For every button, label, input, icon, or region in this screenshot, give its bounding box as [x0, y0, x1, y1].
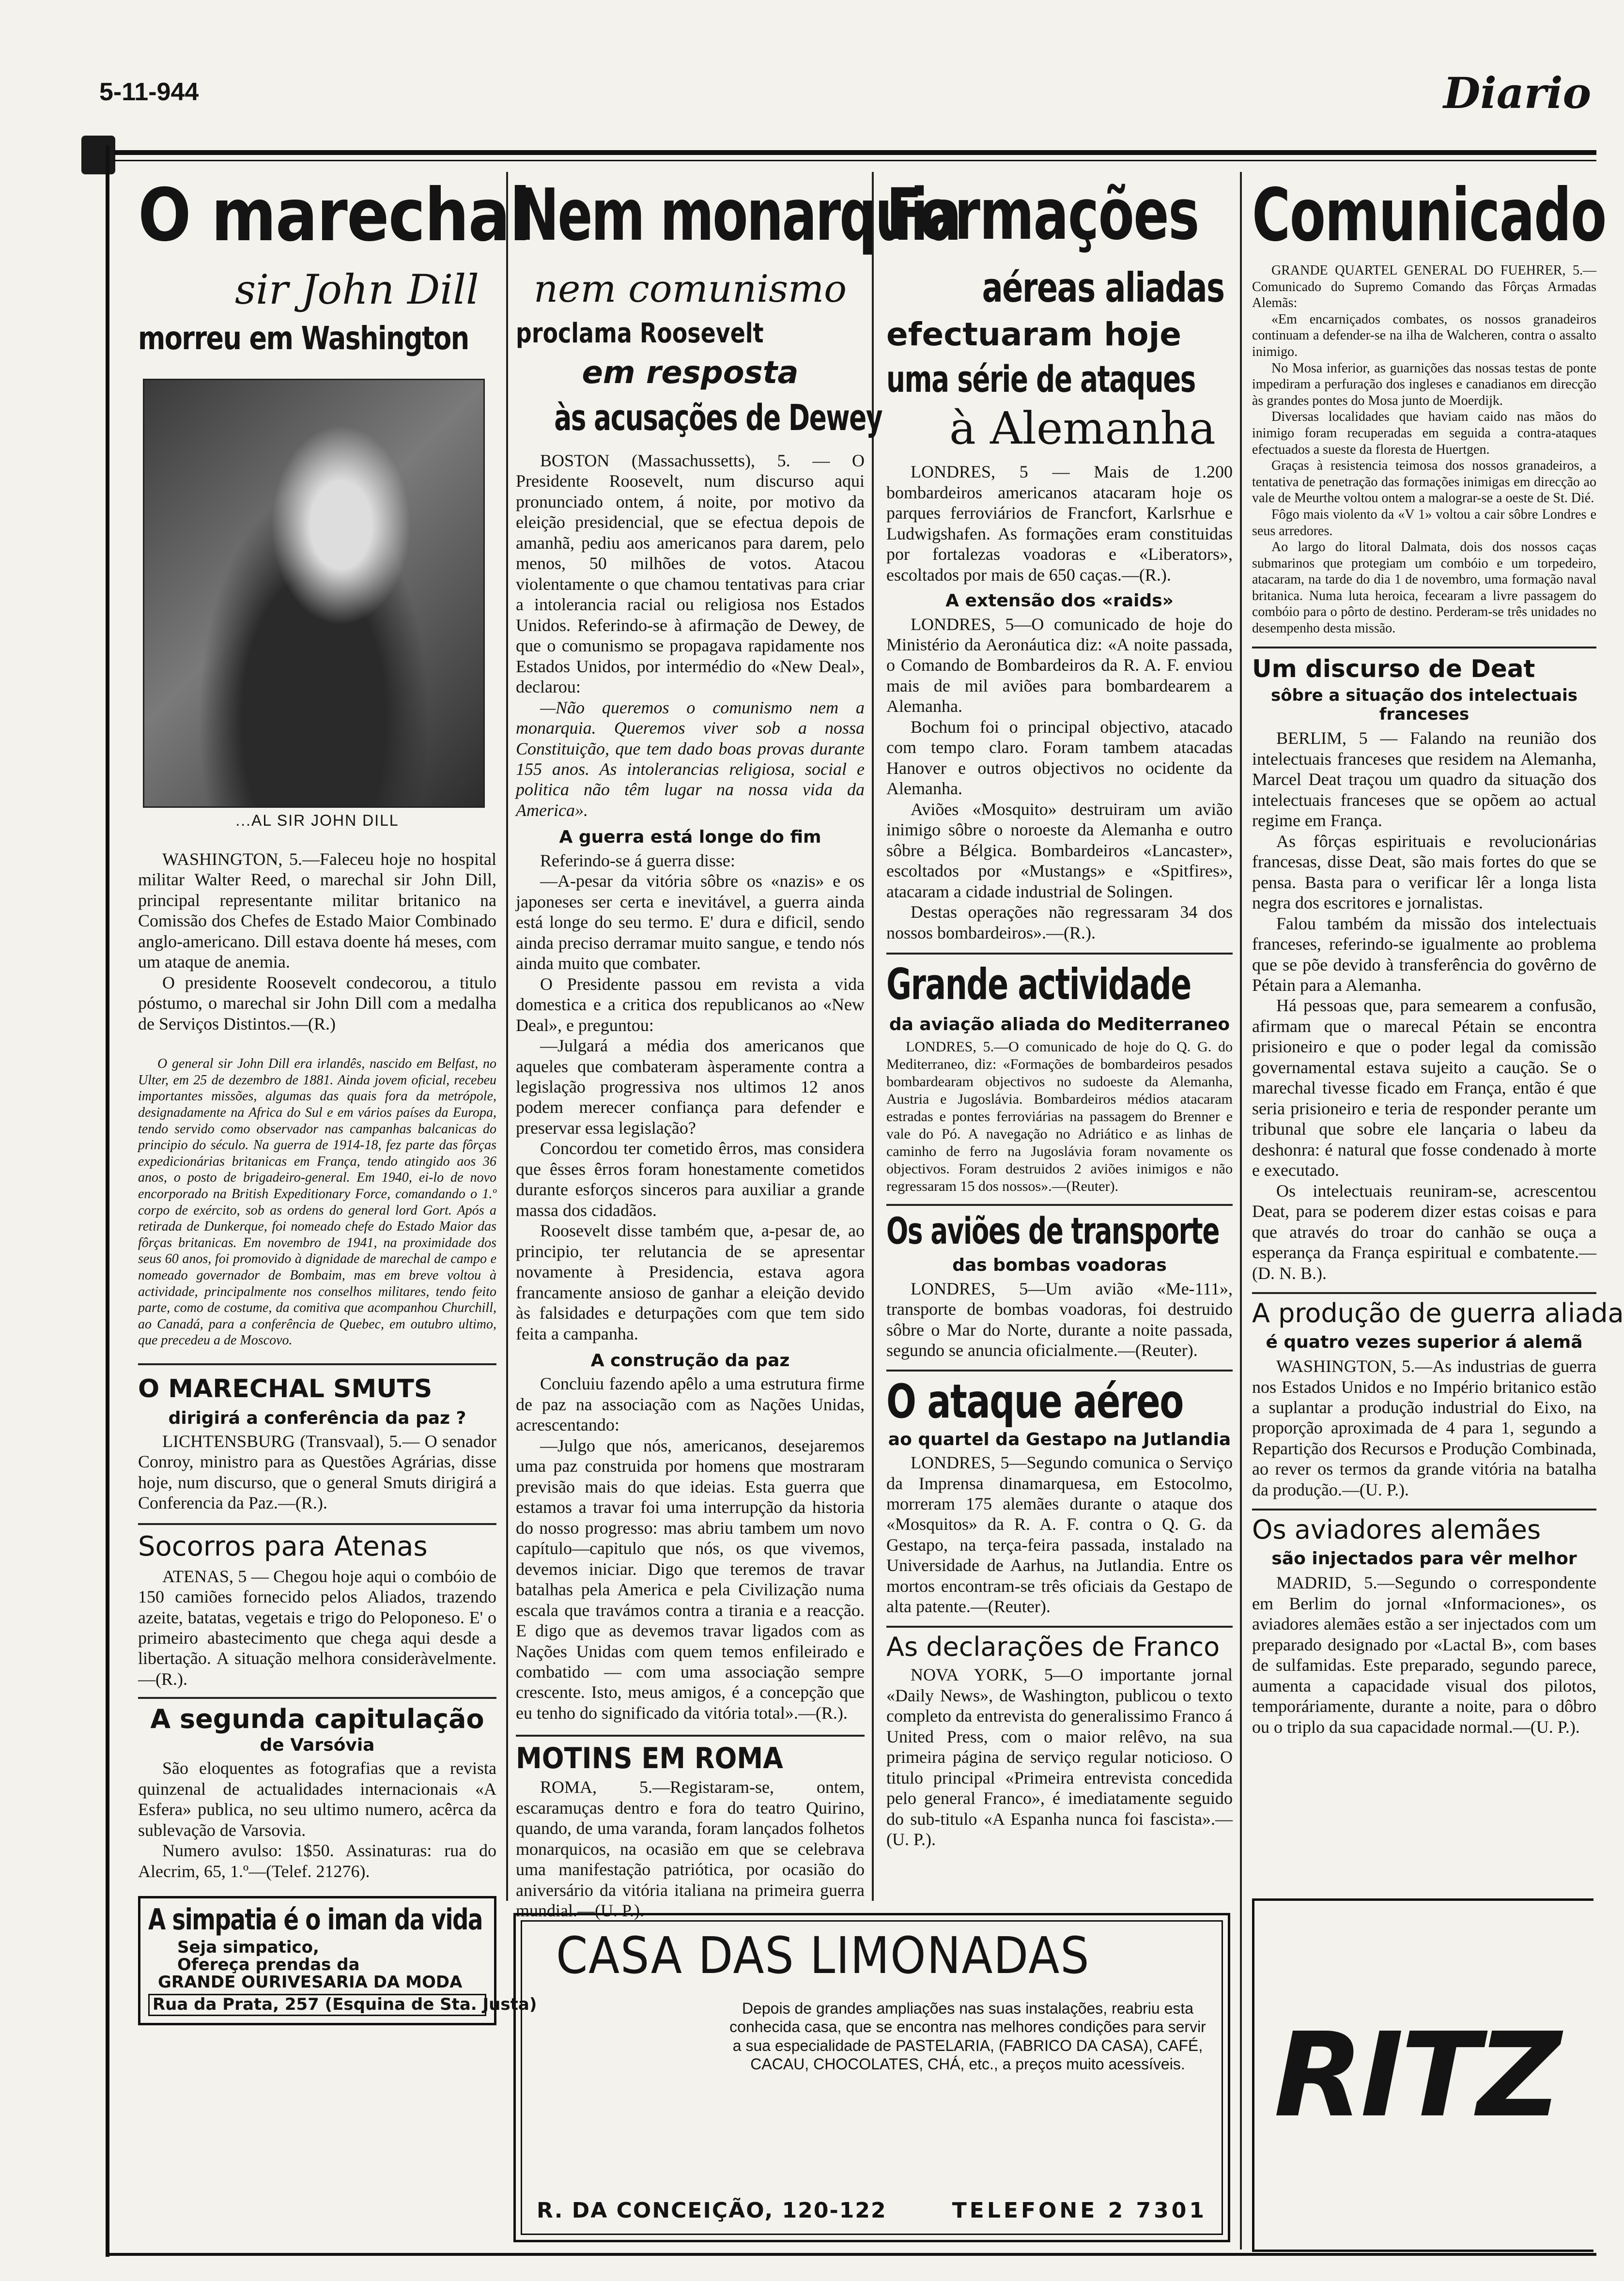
subhead-bombas: das bombas voadoras: [952, 1255, 1167, 1276]
subhead-smuts: dirigirá a conferência da paz ?: [168, 1408, 466, 1428]
ad-line: Ofereça prendas da: [177, 1955, 360, 1974]
paragraph: São eloquentes as fotografias que a revista quinzenal de actualidades internacionais «A Esfera» publica, no seu ultimo numero, acêrca da sublevação de Varsovia.: [138, 1758, 496, 1840]
article-gestapo: [886, 1452, 1233, 1617]
headline-nem-monarquia: Nem monarquia: [516, 173, 960, 257]
headline-franco: As declarações de Franco: [886, 1631, 1220, 1662]
article-smuts: [138, 1431, 496, 1513]
paragraph: BERLIM, 5 — Falando na reunião dos intelectuais franceses que residem na Alemanha, Marcel Deat traçou um quadro da situação dos intelectuais franceses que se opõem ao actual regime em França.: [1252, 728, 1596, 831]
photo-caption: ...AL SIR JOHN DILL: [235, 812, 399, 829]
divider: [1252, 1509, 1596, 1510]
divider: [1252, 647, 1596, 648]
paragraph: ROMA, 5.—Registaram-se, ontem, escaramuças dentro e fora do teatro Quirino, quando, de uma varanda, foram lançados folhetos monarquicos, na ocasião em que se celebrava uma manifestação patriótica, por ocasião do aniversário da vitória italiana na primeira guerra mundial.—(U. P.).: [516, 1777, 865, 1921]
subhead-mediterraneo: da aviação aliada do Mediterraneo: [889, 1015, 1230, 1034]
column-4: [1252, 173, 1624, 1884]
headline-smuts: O MARECHAL SMUTS: [138, 1374, 433, 1403]
article-roosevelt: [516, 450, 865, 820]
article-deat: [1252, 728, 1596, 1283]
ad-casa-title: CASA DAS LIMONADAS: [556, 1926, 1090, 1985]
paragraph: Falou também da missão dos intelectuais franceses, referindo-se igualmente ao problema que se põe devido à transferência do govêrno de Pétain para a Alemanha.: [1252, 913, 1596, 995]
ad-line: Seja simpatico,: [177, 1938, 319, 1957]
subhead-john-dill: sir John Dill: [235, 266, 479, 313]
masthead: Diario: [1443, 68, 1592, 118]
ad-ritz-logo: RITZ: [1274, 2007, 1559, 2143]
divider: [886, 1370, 1233, 1372]
headline-avioes: Os aviões de transporte: [886, 1209, 1220, 1253]
paragraph: O Presidente passou em revista a vida domestica e a critica dos republicanos ao «New Deal», e preguntou:: [516, 974, 865, 1035]
headline-producao: A produção de guerra aliada: [1252, 1298, 1624, 1328]
paragraph: LONDRES, 5—Um avião «Me-111», transporte de bombas voadoras, foi destruido sôbre o Mar do Norte, durante a noite passada, segundo se anuncia oficialmente.—(Reuter).: [886, 1279, 1233, 1360]
paragraph: No Mosa inferior, as guarnições das nossas testas de ponte impediram a perfuração dos ingleses e canadianos em direcção às grandes pontes do Mosa junto de Moerdijk.: [1252, 360, 1596, 408]
subhead-raids: A extensão dos «raids»: [945, 591, 1174, 611]
paragraph: BOSTON (Massachussetts), 5. — O Presidente Roosevelt, num discurso aqui pronunciado ontem, á noite, por motivo da eleição presidencial, que se efectua depois de amanhã, pediu aos americanos para darem, pelo menos, 50 milhões de votos. Atacou violentamente o que chamou tentativas para criar a intolerancia racial ou religiosa nos Estados Unidos. Referindo-se à afirmação de Dewey, de que o comunismo se propagava rapidamente nos Estados Unidos, por intermédio do «New Deal», declarou:: [516, 450, 865, 697]
paragraph: Graças à resistencia teimosa dos nossos granadeiros, a tentativa de penetração das formações inimigas em direcção ao vale de Meurthe voltou ontem a malograr-se a oeste de St. Dié.: [1252, 458, 1596, 506]
divider: [516, 1735, 865, 1737]
column-3: [886, 173, 1233, 1903]
ad-casa-limonadas: [513, 1913, 1230, 2242]
subhead-guerra: A guerra está longe do fim: [559, 827, 821, 848]
column-2: [516, 173, 960, 1921]
paragraph: Concluiu fazendo apêlo a uma estrutura firme de paz na associação com as Nações Unidas, acrescentando:: [516, 1374, 865, 1435]
column-1: [138, 173, 537, 2247]
ad-casa-address: R. DA CONCEIÇÃO, 120-122: [537, 2198, 887, 2223]
ad-casa-inner: [521, 1920, 1223, 2235]
paragraph: Fôgo mais violento da «V 1» voltou a cair sôbre Londres e seus arredores.: [1252, 507, 1596, 539]
left-rule: [106, 145, 109, 2257]
subhead-producao: é quatro vezes superior á alemã: [1266, 1332, 1583, 1352]
subhead-paz: A construção da paz: [590, 1351, 790, 1371]
paragraph: Bochum foi o principal objectivo, atacado com tempo claro. Foram tambem atacadas Hanover e outros objectivos no ocidente da Alemanha.: [886, 717, 1233, 799]
ad-casa-phone: TELEFONE 2 7301: [952, 2198, 1207, 2223]
ad-address: Rua da Prata, 257 (Esquina de Sta. Justa): [148, 1994, 486, 2016]
article-mediterraneo: [886, 1038, 1233, 1195]
article-varsovia: [138, 1758, 496, 1881]
paragraph: GRANDE QUARTEL GENERAL DO FUEHRER, 5.—Comunicado do Supremo Comando das Fôrças Armadas Alemãs:: [1252, 263, 1596, 311]
paragraph: LONDRES, 5—Segundo comunica o Serviço da Imprensa dinamarquesa, em Estocolmo, morreram 175 alemães durante o ataque dos «Mosquitos» da R. A. F. contra o Q. G. da Gestapo, na terça-feira passada, instalado na Universidade de Aarhus, na Jutlandia. Entre os mortos encontram-se três oficiais da Gestapo de alta patente.—(Reuter).: [886, 1453, 1233, 1617]
ad-line: GRANDE OURIVESARIA DA MODA: [158, 1972, 463, 1992]
headline-grande-actividade: Grande actividade: [886, 959, 1191, 1009]
headline-motins: MOTINS EM ROMA: [516, 1742, 783, 1776]
subhead-efectuaram: efectuaram hoje: [886, 316, 1181, 353]
article-avioes: [886, 1279, 1233, 1361]
subhead-aviadores: são injectados para vêr melhor: [1271, 1549, 1577, 1569]
ad-ritz: [1252, 1898, 1593, 2252]
headline-aviadores: Os aviadores alemães: [1252, 1514, 1541, 1545]
subhead-dewey: às acusações de Dewey: [554, 397, 882, 439]
paragraph: NOVA YORK, 5—O importante jornal «Daily News», de Washington, publicou o texto completo da entrevista do generalissimo Franco á United Press, com o maior relêvo, na sua primeira página de serviço regular noticioso. O titulo principal «Primeira entrevista concedida pelo general Franco», é imediatamente seguido do sub-titulo «A Espanha nunca foi fascista».—(U. P.).: [886, 1665, 1233, 1849]
subhead-ataques: uma série de ataques: [886, 357, 1195, 401]
dill-biography: O general sir John Dill era irlandês, nascido em Belfast, no Ulter, em 25 de dezembro de 1881. Ainda jovem oficial, recebeu importantes missões, algumas das quais fora da metrópole, designadamente na Africa do Sul e em vários países da Europa, tendo servido como observador nas campanhas balcanicas do principio do século. Na guerra de 1914-18, fez parte das fôrças expedicionárias britanicas em França, tendo atingido aos 36 anos, o posto de brigadeiro-general. Em 1940, ei-lo de novo encorporado na British Expeditionary Force, comandando o 1.º corpo de exército, sob as ordens do general lord Gort. Após a retirada de Dunkerque, foi nomeado chefe do Estado Maior das fôrças britanicas. Em novembro de 1941, na proximidade dos seus 60 anos, foi promovido à dignidade de marechal de campo e nomeado governador de Bombaim, mas em breve voltou à actividade, principalmente nos conselhos militares, tendo feito parte, como de costume, da comitiva que acompanhou Churchill, ao Canadá, para a conferência de Quebec, em outubro ultimo, que precedeu a de Moscovo.: [138, 1056, 496, 1348]
headline-formacoes: Formações: [886, 173, 1199, 256]
top-rule: [114, 150, 1596, 155]
paragraph: LONDRES, 5 — Mais de 1.200 bombardeiros americanos atacaram hoje os parques ferroviários de Francfort, Karlsrhue e Ludwigshafen. As formações eram constituidas por fortalezas voadoras e «Liberators», escoltados por mais de 650 caças.—(R.).: [886, 462, 1233, 585]
paragraph: WASHINGTON, 5.—Faleceu hoje no hospital militar Walter Reed, o marechal sir John Dill, principal representante militar britanico na Comissão dos Chefes de Estado Maior Combinado anglo-americano. Dill estava doente há meses, com um ataque de anemia.: [138, 849, 496, 972]
paragraph: WASHINGTON, 5.—As industrias de guerra nos Estados Unidos e no Império britanico estão a suplantar a produção industrial do Eixo, na proporção aproximada de 4 para 1, segundo a Repartição dos Recursos e Produção Combinada, ao rever os termos da grande vitória na batalha da produção.—(U. P.).: [1252, 1356, 1596, 1499]
paragraph: «Em encarniçados combates, os nossos granadeiros continuam a defender-se na ilha de Walcheren, contra o assalto inimigo.: [1252, 311, 1596, 359]
paragraph: Os intelectuais reuniram-se, acrescentou Deat, para se poderem dizer estas coisas e para que através do troar do canhão se ouça a esperança da França espiritual e combatente.—(D. N. B.).: [1252, 1181, 1596, 1283]
article-raids: [886, 614, 1233, 943]
paragraph: LONDRES, 5—O comunicado de hoje do Ministério da Aeronáutica diz: «A noite passada, o Comando de Bombardeiros da R. A. F. enviou mais de mil aviões para bombardearem a Alemanha.: [886, 614, 1233, 716]
column-divider: [1240, 172, 1242, 2250]
headline-deat: Um discurso de Deat: [1252, 654, 1535, 683]
headline-atenas: Socorros para Atenas: [138, 1530, 428, 1562]
paragraph: Destas operações não regressaram 34 dos nossos bombardeiros».—(R.).: [886, 902, 1233, 942]
article-roosevelt-2: [516, 850, 865, 1344]
subhead-proclama: proclama Roosevelt: [516, 318, 764, 349]
headline-ataque: O ataque aéreo: [886, 1374, 1183, 1429]
top-rule-thin: [114, 160, 1596, 161]
article-formacoes: [886, 462, 1233, 585]
portrait-photo: [143, 379, 485, 808]
paragraph: LONDRES, 5.—O comunicado de hoje do Q. G. do Mediterraneo, diz: «Formações de bombardeiros pesados bombardearam objectivos no sudoeste da Alemanha, Austria e Jugoslávia. Bombardeiros médios atacaram estradas e pontes ferroviárias na passagem do Brenner e vale do Pó. A navegação no Adriático e as linhas de caminho de ferro na Jugoslávia foram novamente os objectivos. Foram destruidos 2 aviões inimigos e não regressaram 15 dos nossos».—(Reuter).: [886, 1039, 1233, 1195]
paragraph: Aviões «Mosquito» destruiram um avião inimigo sôbre o noroeste da Alemanha e outro sôbre a Bélgica. Bombardeiros «Lancaster», escoltados por «Mustangs» e «Spitfires», atacaram a cidade industrial de Solingen.: [886, 799, 1233, 901]
paragraph: O presidente Roosevelt condecorou, a titulo póstumo, o marechal sir John Dill com a medalha de Serviços Distintos.—(R.): [138, 972, 496, 1033]
article-roosevelt-3: [516, 1373, 865, 1723]
subhead-nem-comunismo: nem comunismo: [533, 267, 847, 311]
article-producao: [1252, 1356, 1596, 1500]
divider: [886, 953, 1233, 955]
headline-capitulacao: A segunda capitulação: [150, 1704, 484, 1735]
bottom-rule: [106, 2253, 1596, 2256]
headline-marechal: O marechal: [138, 173, 530, 258]
paragraph: Diversas localidades que haviam caido nas mãos do inimigo foram recuperadas em seguida a contra-ataques efectuados a sueste da floresta de Huertgen.: [1252, 409, 1596, 457]
paragraph: Ao largo do litoral Dalmata, dois dos nossos caças submarinos que protegiam um combóio e um torpedeiro, atacaram, na tarde do dia 1 de novembro, uma formação naval britanica. Numa luta heroica, fecearam a livre passagem do combóio para o pôrto de destino. Perderam-se três unidades no desempenho desta missão.: [1252, 539, 1596, 636]
divider: [1252, 1292, 1596, 1294]
headline-comunicado: Comunicado: [1252, 173, 1606, 258]
paragraph: Há pessoas que, para semearem a confusão, afirmam que o marecal Pétain se encontra prisioneiro e que o poder legal da comissão governamental estava sujeito a caução. Se o marechal tivesse ficado em França, então é que seria prisioneiro e teria de responder perante um tribunal que sobre ele lançaria o labeu da deshonra: é natural que fosse condenado à morte e executado.: [1252, 996, 1596, 1180]
article-atenas: [138, 1566, 496, 1690]
issue-date: 5-11-944: [99, 78, 199, 106]
divider: [138, 1363, 496, 1365]
subhead-gestapo: ao quartel da Gestapo na Jutlandia: [888, 1429, 1231, 1449]
ad-ourivesaria-headline: A simpatia é o iman da vida: [148, 1903, 482, 1937]
subhead-varsovia: de Varsóvia: [260, 1735, 375, 1756]
divider: [138, 1523, 496, 1525]
paragraph: As fôrças espirituais e revolucionárias francesas, disse Deat, são mais fortes do que se pensa. Basta para o verificar lêr a longa lista negra dos escritores e jornalistas.: [1252, 831, 1596, 913]
divider: [138, 1697, 496, 1699]
article-aviadores: [1252, 1572, 1596, 1737]
divider: [886, 1204, 1233, 1206]
emblem-icon: [81, 136, 115, 174]
ad-ourivesaria: [138, 1896, 537, 2025]
article-comunicado: [1252, 262, 1596, 637]
subhead-aereas: aéreas aliadas: [982, 264, 1224, 311]
paragraph: —A-pesar da vitória sôbre os «nazis» e os japoneses ser certa e inevitável, a guerra ainda está longe do seu termo. E' dura e dificil, sendo ainda preciso derramar muito sangue, e tendo nós ainda muito que combater.: [516, 871, 865, 973]
ad-casa-text: Depois de grandes ampliações nas suas instalações, reabriu esta conhecida casa, que se encontra nas melhores condições para servir a sua especialidade de PASTELARIA, (FABRICO DA CASA), CAFÉ, CACAU, CHOCOLATES, CHÁ, etc., a preços muito acessíveis.: [729, 2000, 1206, 2073]
paragraph: ATENAS, 5 — Chegou hoje aqui o combóio de 150 camiões fornecido pelos Aliados, trazendo azeite, batatas, vegetais e trigo do Peloponeso. E' o primeiro abastecimento que chega aqui desde a libertação. A situação melhora consideràvelmente.—(R.).: [138, 1566, 496, 1689]
divider: [886, 1626, 1233, 1628]
paragraph: MADRID, 5.—Segundo o correspondente em Berlim do jornal «Informaciones», os aviadores alemães estão a ser injectados com um preparado designado por «Lactal B», com bases de sulfamidas. Este preparado, segundo parece, aumenta a capacidade visual dos pilotos, temporáriamente, durante a noite, para o dôbro ou o triplo da sua capacidade normal.—(U. P.).: [1252, 1573, 1596, 1737]
article-dill: [138, 849, 496, 1034]
paragraph: —Julgo que nós, americanos, desejaremos uma paz construida por homens que mostraram previsão mais do que ideias. Esta guerra que estamos a travar foi uma interrupção da historia do nosso progresso: mas abriu tambem um novo capítulo—capitulo que nós, os que vivemos, devemos iniciar. Digo que teremos de travar batalhas pela America e pela Civilização numa escala que travámos contra a tirania e a reacção. E digo que as devemos travar ligados com as Nações Unidas com quem temos enfileirado e combatido — com uma associação sempre crescente. Isto, meus amigos, é a concepção que eu tenho do significado da vitória total».—(R.).: [516, 1435, 865, 1723]
paragraph: —Não queremos o comunismo nem a monarquia. Queremos viver sob a nossa Constituição, que tem dado boas provas durante 155 anos. As intolerancias religiosa, social e politica não têm lugar na nossa vida da America».: [516, 697, 865, 820]
column-divider: [506, 172, 508, 1901]
subhead-morreu: morreu em Washington: [138, 320, 469, 357]
subhead-intelectuais: sôbre a situação dos intelectuais franceses: [1270, 686, 1578, 724]
paragraph: Referindo-se á guerra disse:: [540, 850, 735, 870]
article-franco: [886, 1665, 1233, 1849]
paragraph: LICHTENSBURG (Transvaal), 5.— O senador Conroy, ministro para as Questões Agrárias, disse hoje, num discurso, que o general Smuts dirigirá a Conferencia da Paz.—(R.).: [138, 1431, 496, 1513]
paragraph: Numero avulso: 1$50. Assinaturas: rua do Alecrim, 65, 1.º—(Telef. 21276).: [138, 1841, 496, 1881]
paragraph: Concordou ter cometido êrros, mas considera que êsses êrros foram honestamente cometidos durante esforços sinceros para auxiliar a grande massa dos cidadãos.: [516, 1139, 865, 1220]
article-motins: [516, 1777, 865, 1921]
subhead-alemanha: à Alemanha: [949, 402, 1216, 455]
paragraph: Roosevelt disse também que, a-pesar de, ao principio, ter relutancia de se apresentar novamente à Presidencia, estava agora francamente ansioso de ganhar a eleição devido às falsidades e deturpações com que tem sido feita a campanha.: [516, 1221, 865, 1343]
paragraph: —Julgará a média dos americanos que aqueles que combateram àsperamente contra a legislação progressiva nos ultimos 12 anos podem merecer confiança para defender e preservar essa legislação?: [516, 1036, 865, 1138]
subhead-em-resposta: em resposta: [582, 354, 799, 391]
